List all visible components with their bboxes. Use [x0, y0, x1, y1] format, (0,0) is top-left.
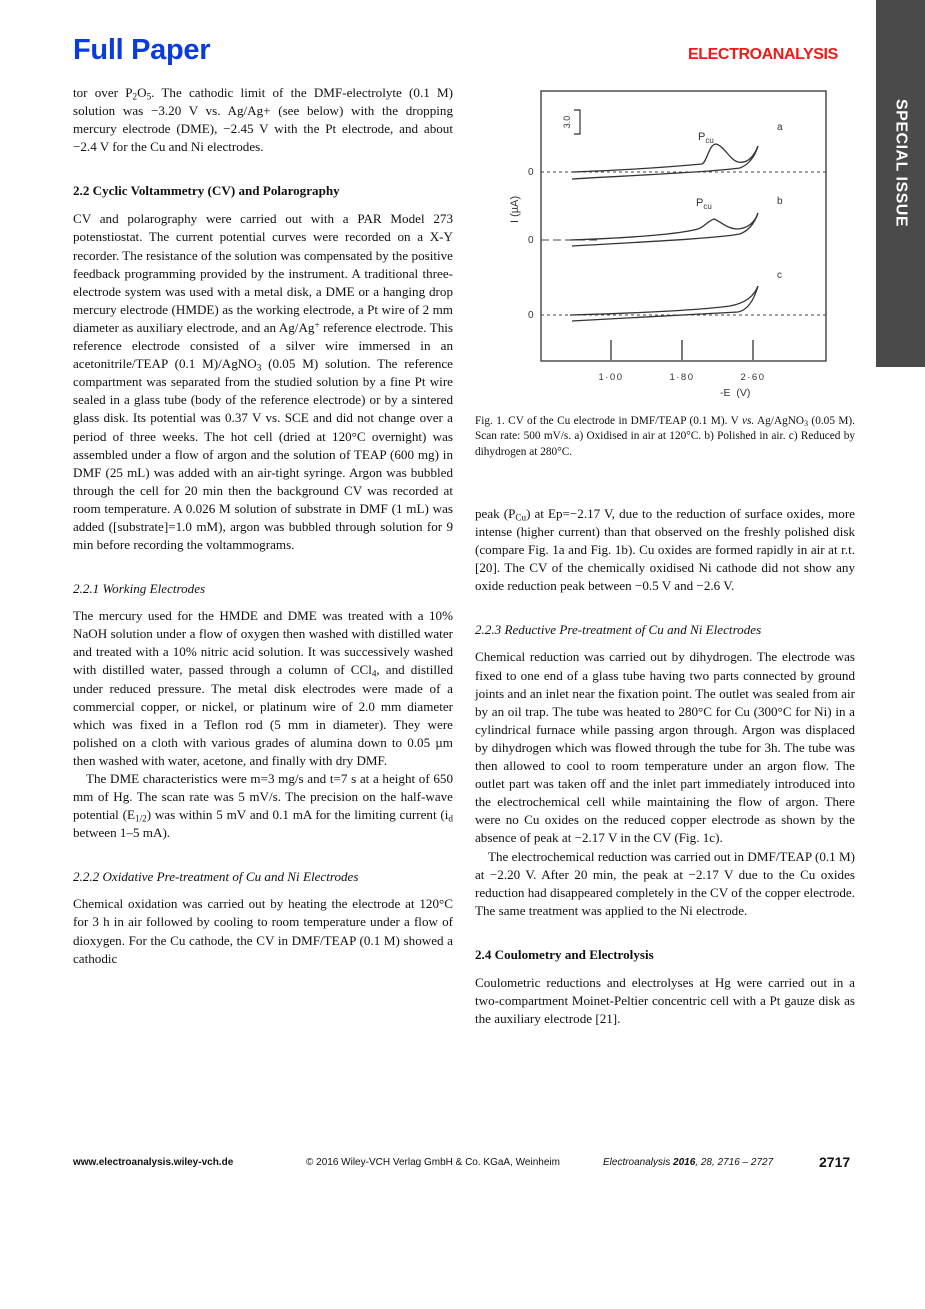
- curve-a-forward: [572, 144, 758, 172]
- paragraph-2-2-3-a: Chemical reduction was carried out by dihydrogen. The electrode was fixed to one end of a glass tube having two parts connected by ground joints and an inlet near the fixation point. The outlet was sealed from air by an oil trap. The tube was heated to 280°C for Cu (300°C for Ni) in a cylindrical furnace while passing argon through. Argon was displaced by dihydrogen which was flowed through the tube for 3h. The tube was then allowed to cool to room temperature under an argon flow. The outlet part was taken off and the inlet part immediately introduced into the electrochemical cell while maintaining the flow of argon. There were no Cu oxides on the reduced copper electrode as shown by the absence of peak at −2.17 V in the CV (Fig. 1c).: [475, 649, 855, 846]
- peak-label-b: $P_{cu}$: [696, 197, 712, 211]
- journal-logo: ELECTROANALYSIS: [688, 46, 838, 63]
- paragraph-2-2-3-b: The electrochemical reduction was carried out in DMF/TEAP (0.1 M) at −2.20 V. After 20 min, the peak at −2.17 V due to the Cu oxides reduction had disappeared completely in the CV of the copper electrode. The same treatment was applied to the Ni electrode.: [475, 848, 855, 918]
- section-heading-2-2-3: 2.2.3 Reductive Pre-treatment of Cu and Ni Electrodes: [475, 622, 762, 638]
- text: ) at Ep=−2.17 V, due to the reduction of surface oxides, more intense (higher current) than that observed on the freshly polished disk (compare Fig. 1a and Fig. 1b). Cu oxides are formed rapidly in air at r.t. [20]. The CV of the chemically oxidised Ni cathode did not show any oxide reduction peak between −0.5 V and −2.6 V.: [475, 506, 855, 594]
- paragraph-continuation: [475, 505, 855, 595]
- intro-paragraph: [73, 84, 453, 156]
- text: The mercury used for the HMDE and DME was treated with a 10% NaOH solution under a flow of oxygen then washed with distilled water and treated with a 10% nitric acid solution. It was successively washed with distilled water, passed through a column of CCl: [73, 608, 453, 678]
- subscript: 1/2: [134, 813, 147, 824]
- curve-c-reverse: [572, 286, 758, 321]
- footer-website-link[interactable]: www.electroanalysis.wiley-vch.de: [73, 1157, 234, 1168]
- left-column: [73, 84, 453, 968]
- x-tick-label-1: 1·00: [598, 372, 624, 383]
- subscript: 3: [256, 362, 262, 373]
- paragraph-2-2: [73, 210, 453, 554]
- curve-label-b: b: [777, 196, 783, 207]
- text: tor over P: [73, 85, 133, 100]
- x-axis-label: -E (V): [720, 387, 751, 399]
- x-tick-label-2: 1·80: [669, 372, 695, 383]
- text: , 28, 2716 – 2727: [695, 1157, 774, 1168]
- scale-bar-label: 3.0: [562, 115, 572, 129]
- curve-label-c: c: [777, 270, 782, 281]
- footer-citation: [603, 1157, 773, 1168]
- zero-label-a: 0: [528, 167, 534, 178]
- curve-b-reverse: [572, 213, 758, 246]
- text: vs.: [741, 415, 755, 427]
- text: ) was within 5 mV and 0.1 mA for the limiting current (i: [146, 807, 449, 823]
- subscript: 5: [146, 91, 152, 102]
- text: (0.05 M) solution. The reference compartment was separated from the studied solution by a fine Pt wire sealed in a glass tube (body of the reference electrode) or by a sintered glass disk. Its potential was 0.37 V vs. SCE and did not change over a period of three weeks. The hot cell (dried at 120°C overnight) was assembled under a flow of argon and the solution of TEAP (600 mg) in DMF (25 mL) was added with an air-tight syringe. Argon was bubbled through the cell for 20 min then the background CV was recorded at room temperature. A 0.026 M solution of substrate in DMF (1 mL) was added ([substrate]=1.0 mM), argon was bubbled through solution for 9 min before recording the voltammograms.: [73, 356, 453, 553]
- text: peak (P: [475, 506, 516, 521]
- text: Ag/AgNO: [754, 415, 805, 427]
- cv-chart-svg: [510, 88, 832, 404]
- right-column: [475, 505, 855, 1028]
- section-heading-2-2: 2.2 Cyclic Voltammetry (CV) and Polarography: [73, 183, 340, 199]
- text: , and distilled under reduced pressure. The metal disk electrodes were made of a commercial copper, or nickel, or platinum wire of 2.0 mm diameter which was fixed in a Teflon rod (5 mm in diameter). They were polished on a cloth with various grades of alumina down to 0.05 µm then washed with water, acetone, and finally with dry DMF.: [73, 662, 453, 768]
- text: O: [137, 85, 147, 100]
- section-heading-2-4: 2.4 Coulometry and Electrolysis: [475, 946, 654, 962]
- paragraph-2-2-2: Chemical oxidation was carried out by heating the electrode at 120°C for 3 h in air followed by cooling to room temperature under a flow of dioxygen. For the Cu cathode, the CV in DMF/TEAP (0.1 M) showed a cathodic: [73, 896, 453, 966]
- curve-label-a: a: [777, 122, 783, 133]
- footer-copyright: © 2016 Wiley-VCH Verlag GmbH & Co. KGaA, Weinheim: [306, 1157, 560, 1168]
- zero-label-b: 0: [528, 235, 534, 246]
- scale-bar: [574, 110, 580, 134]
- figure-1-caption: [475, 414, 855, 460]
- text: Electroanalysis: [603, 1157, 674, 1168]
- section-heading-2-2-2: 2.2.2 Oxidative Pre-treatment of Cu and Ni Electrodes: [73, 869, 359, 885]
- paragraph-2-2-1-b: [73, 770, 453, 842]
- zero-label-c: 0: [528, 310, 534, 321]
- text: (0.05 M). Scan rate: 500 mV/s. a) Oxidised in air at 120°C. b) Polished in air. c) Reduced by dihydrogen at 280°C.: [475, 415, 855, 458]
- subscript: 4: [371, 668, 377, 679]
- y-axis-label: I (µA): [510, 195, 521, 223]
- subscript: 2: [132, 91, 138, 102]
- special-issue-label-wrap: [876, 0, 925, 367]
- subscript: Cu: [515, 512, 527, 523]
- text: . The cathodic limit of the DMF-electrolyte (0.1 M) solution was −3.20 V vs. Ag/Ag+ (see below) with the dropping mercury electrode (DME), −2.45 V with the Pt electrode, and about −2.4 V for the Cu and Ni electrodes.: [73, 85, 454, 155]
- page-number: 2717: [819, 1154, 851, 1170]
- curve-a-reverse: [572, 146, 758, 179]
- text: CV and polarography were carried out with a PAR Model 273 potenstiostat. The current potential curves were recorded on a X-Y recorder. The resistance of the solution was compensated by the positive feedback programming provided by the instrument. A traditional three-electrode system was used with a metal disk, a DME or a hanging drop mercury electrode (HMDE) as the working electrode, a Pt wire of 2 mm diameter as auxiliary electrode, and an Ag/Ag: [73, 211, 453, 335]
- text: Fig. 1. CV of the Cu electrode in DMF/TEAP (0.1 M). V: [475, 415, 742, 427]
- text: The DME characteristics were m=3 mg/s and t=7 s at a height of 650 mm of Hg. The scan rate was 5 mV/s. The precision on the half-wave potential (E: [73, 771, 453, 823]
- x-tick-label-3: 2·60: [740, 372, 766, 383]
- text: reference electrode. This reference electrode consisted of a silver wire immersed in an acetonitrile/TEAP (0.1 M)/AgNO: [73, 319, 453, 372]
- curve-c-forward: [570, 286, 758, 315]
- figure-1-cv-plot: [510, 88, 832, 404]
- paragraph-2-2-1-a: [73, 607, 453, 770]
- superscript: +: [314, 319, 320, 330]
- text: 2016: [673, 1157, 696, 1168]
- subscript: 3: [804, 418, 809, 428]
- section-heading-2-2-1: 2.2.1 Working Electrodes: [73, 581, 206, 597]
- section-type-label: Full Paper: [73, 34, 211, 66]
- paragraph-2-4: Coulometric reductions and electrolyses at Hg were carried out in a two-compartment Moinet-Peltier concentric cell with a Pt gauze disk as the auxiliary electrode [21].: [475, 974, 855, 1027]
- subscript: d: [448, 813, 453, 824]
- special-issue-label: SPECIAL ISSUE: [892, 99, 910, 228]
- text: between 1–5 mA).: [73, 825, 171, 841]
- peak-label-a: $P_{cu}$: [698, 131, 714, 145]
